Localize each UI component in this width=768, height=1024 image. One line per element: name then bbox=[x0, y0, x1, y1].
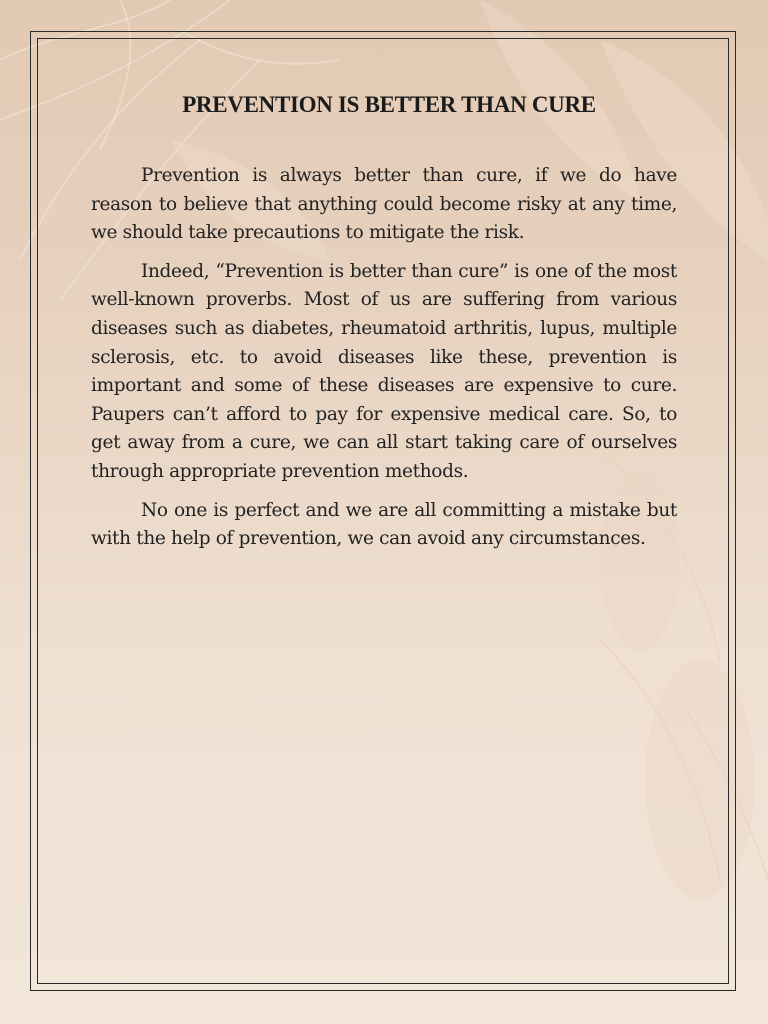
paragraph-3: No one is perfect and we are all committing a mistake but with the help of prevention, we can avoid any circumstances. bbox=[91, 499, 677, 550]
document-title: PREVENTION IS BETTER THAN CURE bbox=[182, 92, 596, 117]
paragraph-1: Prevention is always better than cure, if we do have reason to believe that anything could become risky at any time, we should take precautions to mitigate the risk. bbox=[91, 165, 677, 244]
paragraph-2: Indeed, “Prevention is better than cure” is one of the most well-known proverbs. Most of us are suffering from various diseases such as diabetes, rheumatoid arthritis, lupus, multiple sclerosis, etc. to avoid diseases like these, prevention is important and some of these diseases are expensive to cure. Paupers can’t afford to pay for expensive medical care. So, to get away from a cure, we can all start taking care of ourselves through appropriate prevention methods. bbox=[91, 260, 677, 482]
document-body bbox=[91, 92, 677, 564]
